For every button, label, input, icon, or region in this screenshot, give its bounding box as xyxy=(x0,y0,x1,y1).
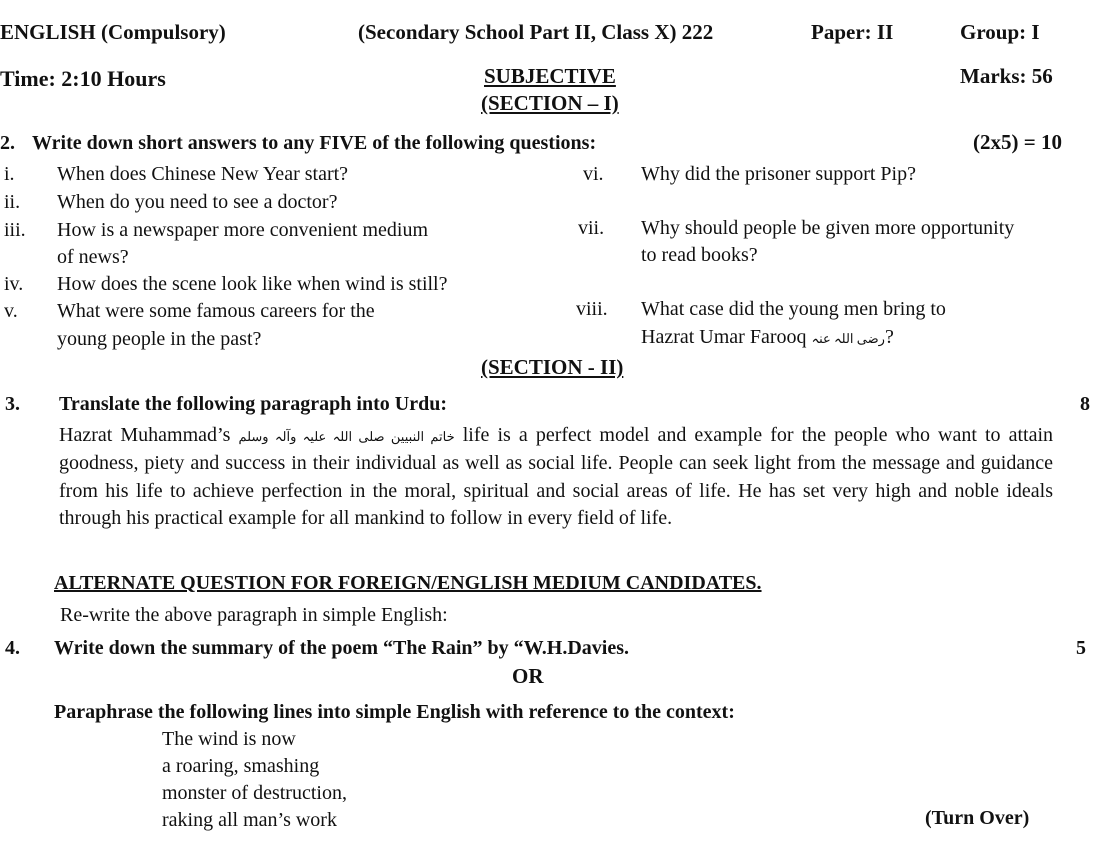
urdu-honorific: رضی اللہ عنہ xyxy=(811,331,885,346)
short-question: How is a newspaper more convenient medium xyxy=(57,219,429,241)
poem-line: a roaring, smashing xyxy=(162,755,320,777)
short-question-continued xyxy=(641,326,894,349)
item-number: v. xyxy=(4,300,18,322)
poem-line: The wind is now xyxy=(162,728,296,750)
paraphrase-instruction: Paraphrase the following lines into simple English with reference to the context: xyxy=(54,701,735,723)
item-number: vi. xyxy=(583,163,604,185)
question-2-instruction: Write down short answers to any FIVE of the following questions: xyxy=(32,132,597,154)
short-question-continued: of news? xyxy=(57,246,129,268)
short-question: When do you need to see a doctor? xyxy=(57,191,338,213)
total-marks: Marks: 56 xyxy=(960,64,1053,88)
question-4-instruction: Write down the summary of the poem “The Rain” by “W.H.Davies. xyxy=(54,637,630,659)
short-question: What were some famous careers for the xyxy=(57,300,375,322)
alternate-question-text: Re-write the above paragraph in simple English: xyxy=(60,604,448,626)
or-separator: OR xyxy=(512,664,544,688)
paragraph-start: Hazrat Muhammad’s xyxy=(59,424,231,446)
class-info: (Secondary School Part II, Class X) 222 xyxy=(358,20,714,44)
short-question: Why did the prisoner support Pip? xyxy=(641,163,916,185)
section-1-heading: (SECTION – I) xyxy=(481,91,619,115)
question-3-number: 3. xyxy=(5,393,20,415)
item-number: viii. xyxy=(576,298,608,320)
poem-line: raking all man’s work xyxy=(162,809,337,831)
short-question: How does the scene look like when wind is still? xyxy=(57,273,448,295)
urdu-honorific: خاتم النبیین صلی اللہ علیہ وآلہ وسلم xyxy=(238,429,455,444)
subject-title: ENGLISH (Compulsory) xyxy=(0,20,226,44)
subjective-heading: SUBJECTIVE xyxy=(484,64,616,88)
question-3-marks: 8 xyxy=(1080,393,1090,415)
paragraph-body: life is a perfect model and example for the people who want to attain goodness, piety and success in their individual as well as social life. People can seek light from the message and guidance from his life to achieve perfection in the moral, spiritual and social areas of life. He has set very high and noble ideals through his practical example for all mankind to follow in every field of life. xyxy=(59,424,1054,530)
short-question-continued: young people in the past? xyxy=(57,328,262,350)
question-mark: ? xyxy=(884,326,894,348)
paper-number: Paper: II xyxy=(811,20,894,44)
poem-line: monster of destruction, xyxy=(162,782,347,804)
group-number: Group: I xyxy=(960,20,1040,44)
question-4-marks: 5 xyxy=(1076,637,1086,659)
item-number: i. xyxy=(4,163,15,185)
item-number: iii. xyxy=(4,219,26,241)
short-question: Why should people be given more opportunity xyxy=(641,217,1015,239)
question-4-number: 4. xyxy=(5,637,20,659)
alternate-question-heading: ALTERNATE QUESTION FOR FOREIGN/ENGLISH MEDIUM CANDIDATES. xyxy=(54,572,762,594)
section-2-heading: (SECTION - II) xyxy=(481,355,624,379)
short-question-continued: to read books? xyxy=(641,244,758,266)
item-number: iv. xyxy=(4,273,24,295)
question-3-instruction: Translate the following paragraph into Urdu: xyxy=(59,393,447,415)
translation-paragraph xyxy=(59,422,1053,533)
question-2-marks: (2x5) = 10 xyxy=(973,130,1062,154)
short-question: What case did the young men bring to xyxy=(641,298,946,320)
turn-over-note: (Turn Over) xyxy=(925,807,1030,829)
item-number: ii. xyxy=(4,191,21,213)
item-number: vii. xyxy=(578,217,605,239)
short-question: When does Chinese New Year start? xyxy=(57,163,349,185)
umar-name: Hazrat Umar Farooq xyxy=(641,326,807,348)
question-2-number: 2. xyxy=(0,132,15,154)
time-allowed: Time: 2:10 Hours xyxy=(0,66,166,91)
